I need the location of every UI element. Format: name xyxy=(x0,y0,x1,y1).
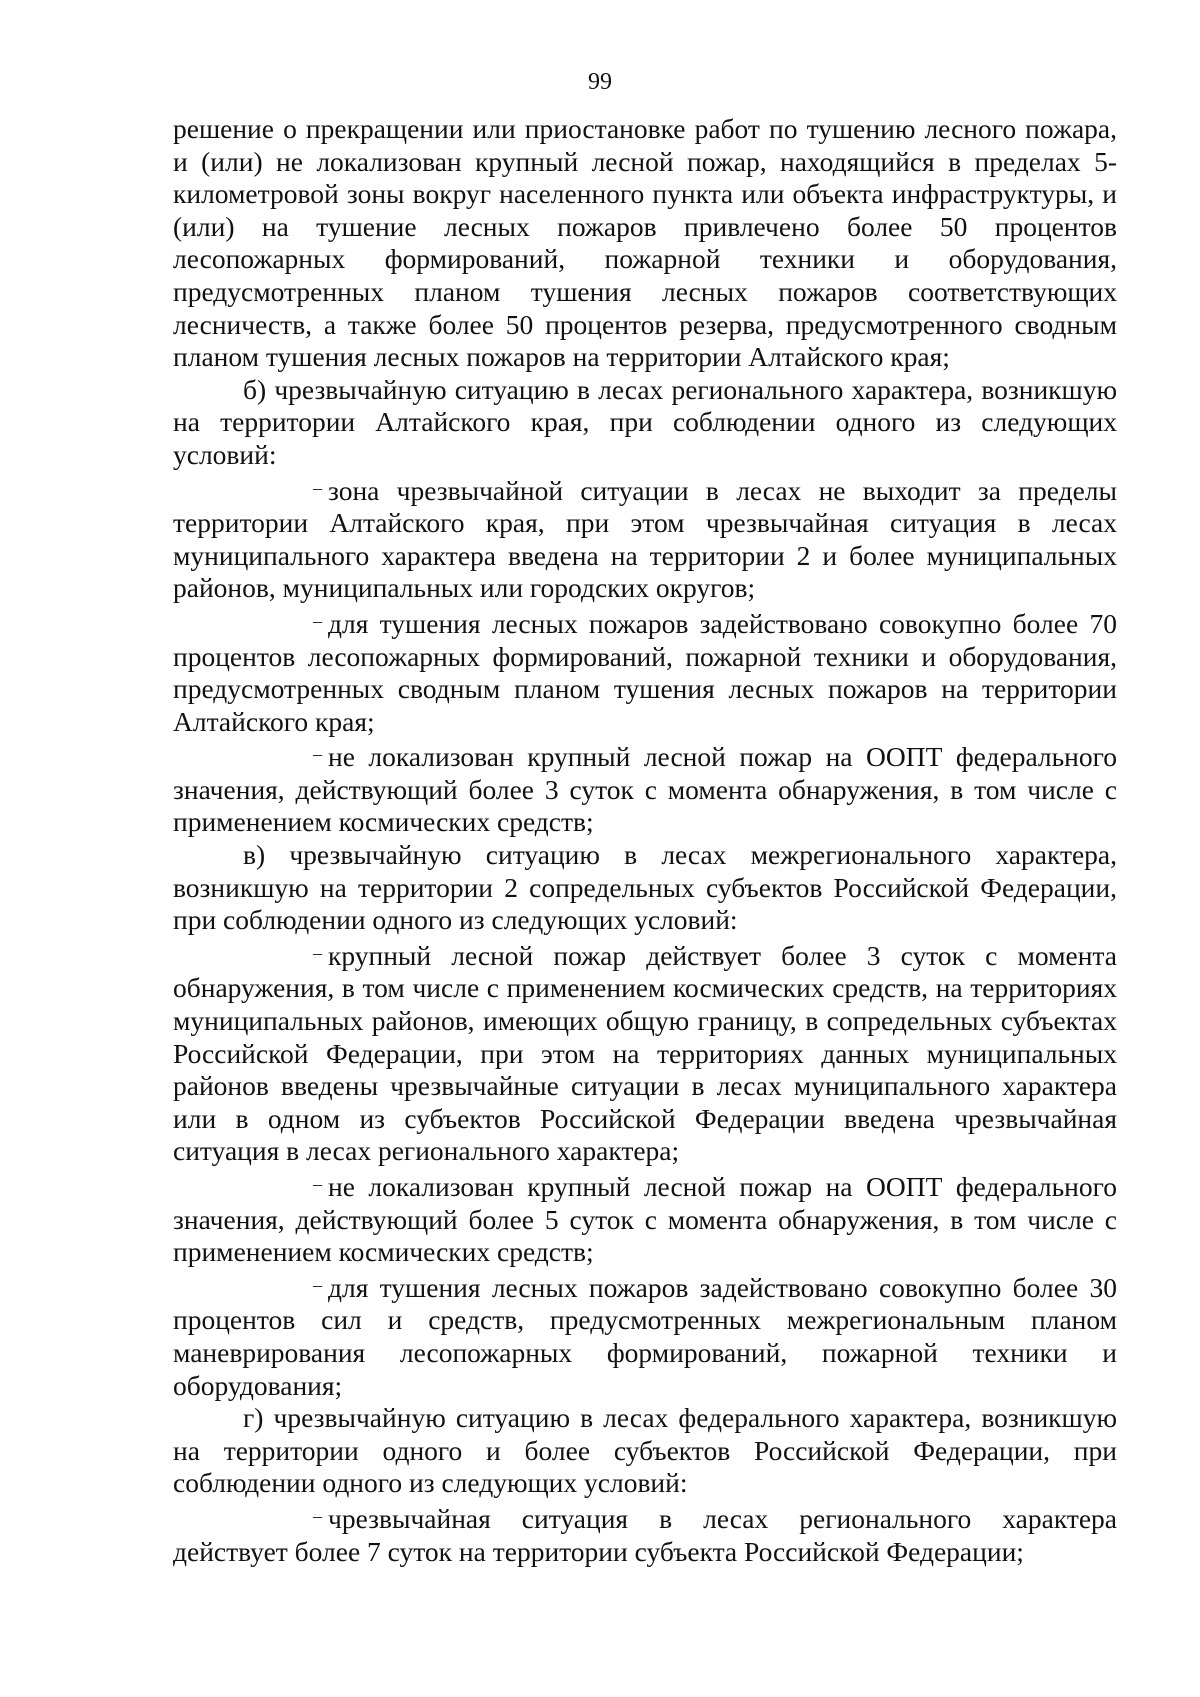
dash-bullet: – xyxy=(313,744,322,765)
list-item: – крупный лесной пожар действует более 3 суток с момента обнаружения, в том числе с применением космических средств, на территориях муниципальных районов, имеющих общую границу, в сопредельных субъектах Российской Федерации, при этом на территориях данных муниципальных районов введены чрезвычайные ситуации в лесах муниципального характера или в одном из субъектов Российской Федерации введена чрезвычайная ситуация в лесах регионального характера; xyxy=(173,937,1117,1168)
dash-bullet: – xyxy=(313,942,322,963)
list-item: – для тушения лесных пожаров задействовано совокупно более 30 процентов сил и средств, предусмотренных межрегиональным планом маневрирования лесопожарных формирований, пожарной техники и оборудования; xyxy=(173,1269,1117,1402)
list-item: – для тушения лесных пожаров задействовано совокупно более 70 процентов лесопожарных формирований, пожарной техники и оборудования, предусмотренных сводным планом тушения лесных пожаров на территории Алтайского края; xyxy=(173,605,1117,738)
document-body xyxy=(173,113,1117,1568)
dash-bullet: – xyxy=(313,1174,322,1194)
paragraph-1: решение о прекращении или приостановке работ по тушению лесного пожара, и (или) не локализован крупный лесной пожар, находящийся в пределах 5-километровой зоны вокруг населенного пункта или объекта инфраструктуры, и (или) на тушение лесных пожаров привлечено более 50 процентов лесопожарных формирований, пожарной техники и оборудования, предусмотренных планом тушения лесных пожаров соответствующих лесничеств, а также более 50 процентов резерва, предусмотренного сводным планом тушения лесных пожаров на территории Алтайского края; xyxy=(173,113,1117,373)
dash-bullet: – xyxy=(313,1274,322,1295)
paragraph-b: б) чрезвычайную ситуацию в лесах регионального характера, возникшую на территории Алтайского края, при соблюдении одного из следующих условий: xyxy=(173,373,1117,470)
dash-bullet: – xyxy=(313,1505,322,1526)
page-number: 99 xyxy=(588,69,612,95)
paragraph-v: в) чрезвычайную ситуацию в лесах межрегионального характера, возникшую на территории 2 сопредельных субъектов Российской Федерации, при соблюдении одного из следующих условий: xyxy=(173,839,1117,936)
list-item: – чрезвычайная ситуация в лесах регионального характера действует более 7 суток на территории субъекта Российской Федерации; xyxy=(173,1500,1117,1568)
list-item: – зона чрезвычайной ситуации в лесах не выходит за пределы территории Алтайского края, при этом чрезвычайная ситуация в лесах муниципального характера введена на территории 2 и более муниципальных районов, муниципальных или городских округов; xyxy=(173,472,1117,605)
dash-bullet: – xyxy=(313,477,322,498)
list-item: – не локализован крупный лесной пожар на ООПТ федерального значения, действующий более 3 суток с момента обнаружения, в том числе с применением космических средств; xyxy=(173,738,1117,839)
paragraph-g: г) чрезвычайную ситуацию в лесах федерального характера, возникшую на территории одного и более субъектов Российской Федерации, при соблюдении одного из следующих условий: xyxy=(173,1402,1117,1499)
dash-bullet: – xyxy=(313,610,322,631)
list-item: – не локализован крупный лесной пожар на ООПТ федерального значения, действующий более 5 суток с момента обнаружения, в том числе с применением космических средств; xyxy=(173,1168,1117,1269)
